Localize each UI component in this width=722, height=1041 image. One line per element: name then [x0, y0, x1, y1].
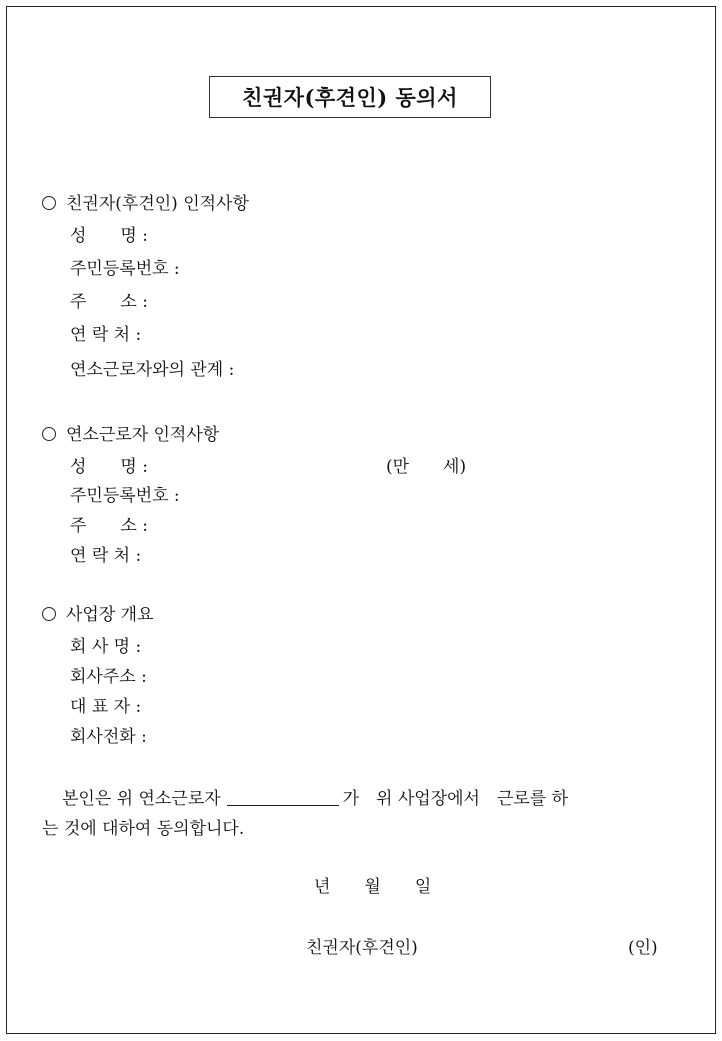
guardian-address-label: 주 소 :: [70, 292, 148, 312]
section-minor-heading: [42, 424, 219, 446]
consent-line-2: 는 것에 대하여 동의합니다.: [42, 819, 245, 839]
consent-text-before: 본인은 위 연소근로자: [62, 789, 221, 809]
guardian-rrn-label: 주민등록번호 :: [70, 259, 180, 279]
section-minor-title: 연소근로자 인적사항: [66, 425, 220, 445]
section-guardian-heading: [42, 193, 249, 215]
section-guardian-title: 친권자(후견인) 인적사항: [66, 194, 249, 214]
circle-bullet-icon: [42, 196, 56, 210]
minor-name-label: 성 명 :: [70, 457, 148, 477]
document-title: 친권자(후견인) 동의서: [209, 76, 491, 118]
date-line: 년 월 일: [314, 877, 432, 897]
minor-rrn-label: 주민등록번호 :: [70, 486, 180, 506]
minor-name-blank: [227, 789, 339, 806]
company-phone-label: 회사전화 :: [70, 727, 147, 747]
minor-contact-label: 연 락 처 :: [70, 546, 142, 566]
minor-address-label: 주 소 :: [70, 516, 148, 536]
guardian-relation-label: 연소근로자와의 관계 :: [70, 360, 235, 380]
seal-label: (인): [628, 938, 658, 958]
representative-label: 대 표 자 :: [70, 697, 142, 717]
company-name-label: 회 사 명 :: [70, 637, 142, 657]
section-workplace-heading: [42, 604, 154, 626]
company-address-label: 회사주소 :: [70, 667, 147, 687]
signer-label: 친권자(후견인): [306, 938, 418, 958]
section-workplace-title: 사업장 개요: [66, 605, 154, 625]
guardian-name-label: 성 명 :: [70, 226, 148, 246]
consent-line-1: [62, 788, 568, 810]
circle-bullet-icon: [42, 427, 56, 441]
minor-age-label: (만 세): [386, 457, 467, 477]
guardian-contact-label: 연 락 처 :: [70, 325, 142, 345]
circle-bullet-icon: [42, 607, 56, 621]
consent-text-after: 가 위 사업장에서 근로를 하: [342, 789, 569, 809]
